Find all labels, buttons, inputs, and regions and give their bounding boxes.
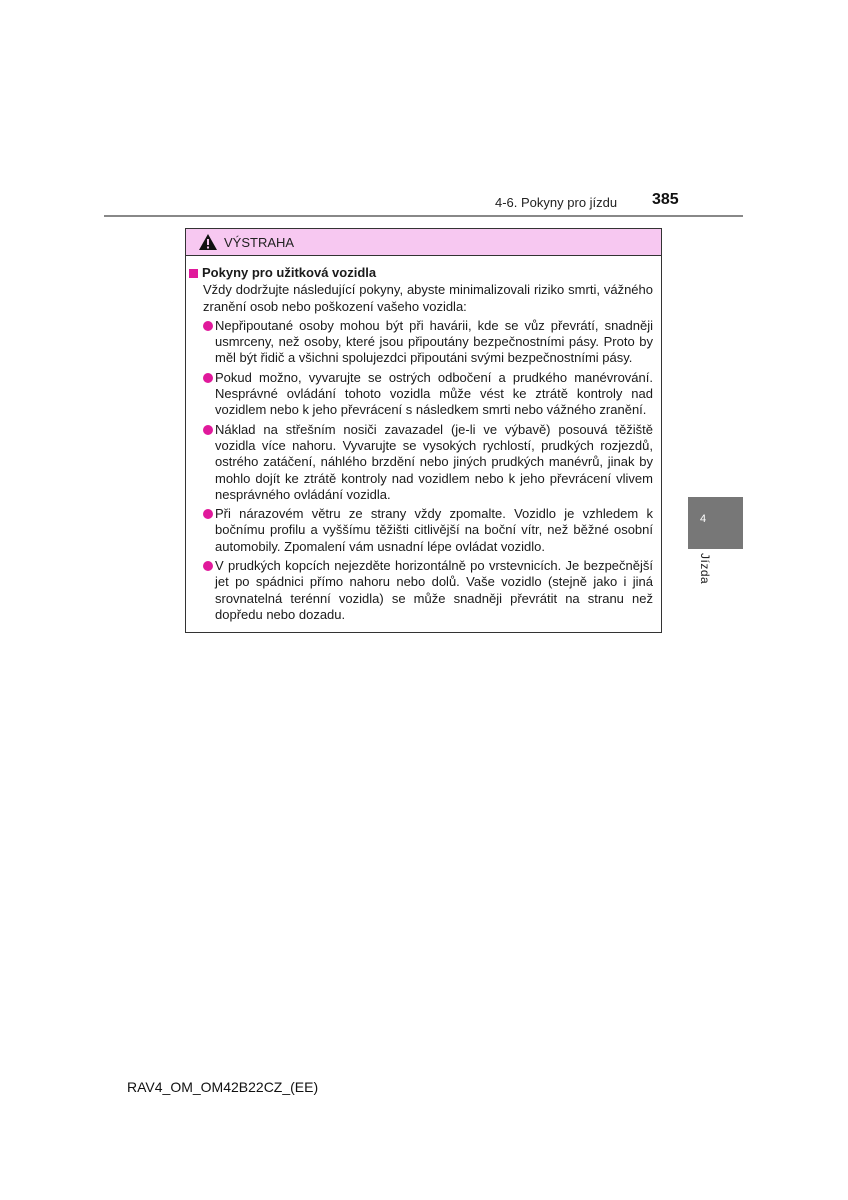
list-item-text: Pokud možno, vyvarujte se ostrých odbočení a prudkého manévrování. Nesprávné ovládání tohoto vozidla může vést ke ztrátě kontroly nad vozidlem nebo k jeho převrácení s následkem smrti nebo vážného zranění. (215, 369, 653, 418)
round-bullet-icon (203, 321, 213, 331)
list-item-text: Nepřipoutané osoby mohou být při havárii, kde se vůz převrátí, snadněji usmrceny, než osoby, které jsou připoutány bezpečnostními pásy. Proto by měl být řidič a všichni spolujezdci připoutáni svými bezpečnostními pásy. (215, 317, 653, 366)
intro-paragraph: Vždy dodržujte následující pokyny, abyste minimalizovali riziko smrti, vážného zranění osob nebo poškození vašeho vozidla: (203, 282, 653, 314)
chapter-tab (688, 497, 743, 549)
page-number: 385 (652, 191, 679, 208)
topic-title: Pokyny pro užitková vozidla (202, 265, 377, 280)
chapter-tab-label: Jízda (698, 553, 712, 585)
square-bullet-icon (189, 269, 198, 278)
list-item (189, 370, 653, 419)
list-item-text: Náklad na střešním nosiči zavazadel (je-li ve výbavě) posouvá těžiště vozidla více nahoru. Vyvarujte se vysokých rychlostí, prudkých rozjezdů, ostrého zatáčení, náhlého brzdění nebo jiných prudkých manévrů, jinak by mohlo dojít ke ztrátě kontroly nad vozidlem nebo k jeho převrácení vlivem nesprávného ovládání vozidla. (215, 421, 653, 502)
header-divider (104, 215, 743, 217)
warning-title: VÝSTRAHA (224, 234, 295, 250)
warning-content (186, 256, 661, 623)
warning-header (186, 229, 661, 256)
list-item (189, 318, 653, 367)
round-bullet-icon (203, 561, 213, 571)
list-item (189, 506, 653, 555)
document-code: RAV4_OM_OM42B22CZ_(EE) (127, 1079, 319, 1095)
chapter-tab-number: 4 (700, 513, 707, 525)
round-bullet-icon (203, 425, 213, 435)
list-item-text: Při nárazovém větru ze strany vždy zpomalte. Vozidlo je vzhledem k bočnímu profilu a vyššímu těžišti citlivější na boční vítr, než běžné osobní automobily. Zpomalení vám usnadní lépe ovládat vozidlo. (215, 506, 653, 554)
warning-box (185, 228, 662, 633)
list-item-text: V prudkých kopcích nejezděte horizontálně po vrstevnicích. Je bezpečnější jet po spádnici přímo nahoru nebo dolů. Vaše vozidlo (stejně jako i jiná srovnatelná terénní vozidla) se může snadněji převrátit na stranu než dopředu nebo dozadu. (215, 558, 653, 622)
list-item (189, 422, 653, 503)
warning-triangle-icon (198, 233, 218, 251)
round-bullet-icon (203, 509, 213, 519)
round-bullet-icon (203, 373, 213, 383)
section-title: 4-6. Pokyny pro jízdu (495, 195, 618, 210)
list-item (189, 558, 653, 623)
topic-heading (189, 265, 653, 281)
